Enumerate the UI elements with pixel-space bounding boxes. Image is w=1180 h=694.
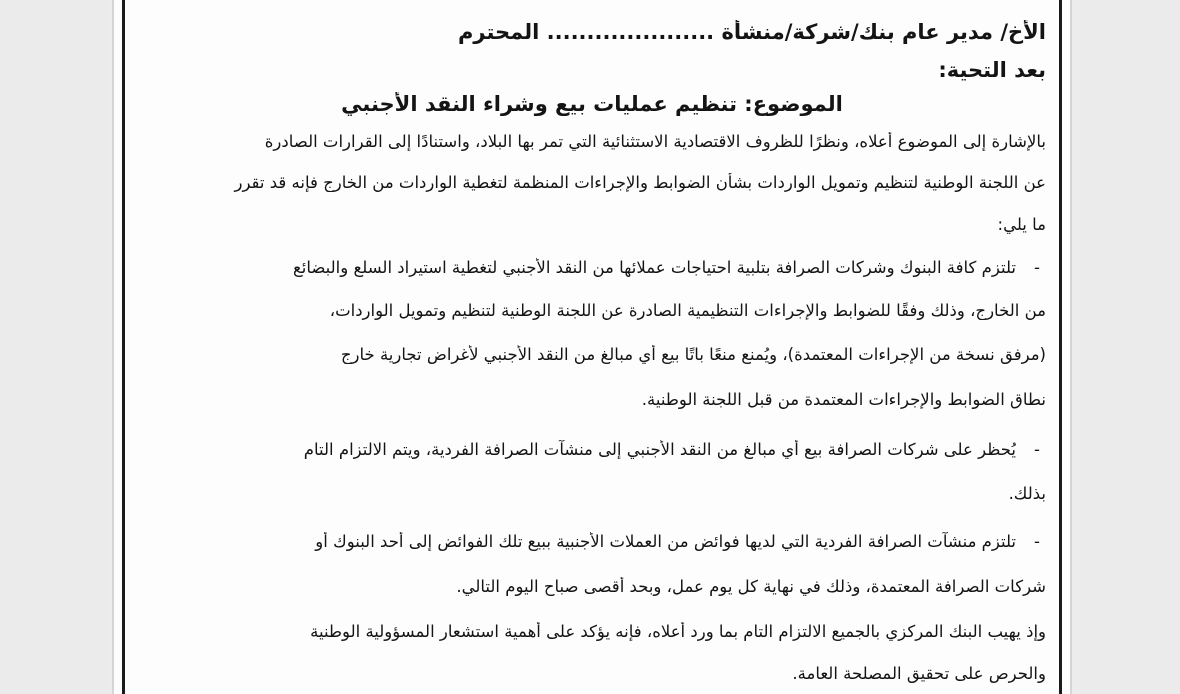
intro-line-3: ما يلي: <box>997 215 1046 234</box>
item-3-line-2: شركات الصرافة المعتمدة، وذلك في نهاية كل يوم عمل، وبحد أقصى صباح اليوم التالي. <box>456 577 1046 596</box>
intro-line-2: عن اللجنة الوطنية لتنظيم وتمويل الواردات بشأن الضوابط والإجراءات المنظمة لتغطية الواردات من الخارج فإنه قد تقرر <box>234 173 1046 192</box>
bullet-marker-2: - <box>1034 440 1040 459</box>
document-page <box>112 0 1072 694</box>
addressee-line: الأخ/ مدير عام بنك/شركة/منشأة ..................... المحترم <box>458 20 1046 44</box>
subject-heading <box>138 92 1046 116</box>
item-2-line-1: يُحظر على شركات الصرافة بيع أي مبالغ من النقد الأجنبي إلى منشآت الصرافة الفردية، ويتم الالتزام التام <box>303 440 1016 459</box>
right-border-rule <box>1059 0 1062 694</box>
greeting-line: بعد التحية: <box>938 58 1046 82</box>
left-border-rule <box>122 0 125 694</box>
item-1-line-4: نطاق الضوابط والإجراءات المعتمدة من قبل اللجنة الوطنية. <box>641 390 1046 409</box>
item-3-line-1: تلتزم منشآت الصرافة الفردية التي لديها فوائض من العملات الأجنبية ببيع تلك الفوائض إلى أحد البنوك أو <box>315 532 1016 551</box>
item-1-line-2: من الخارج، وذلك وفقًا للضوابط والإجراءات التنظيمية الصادرة عن اللجنة الوطنية لتنظيم وتمويل الواردات، <box>329 301 1046 320</box>
subject-text: الموضوع: تنظيم عمليات بيع وشراء النقد الأجنبي <box>341 92 843 116</box>
left-margin <box>0 0 110 694</box>
item-1-line-3: (مرفق نسخة من الإجراءات المعتمدة)، ويُمنع منعًا باتًا بيع أي مبالغ من النقد الأجنبي لأغراض تجارية خارج <box>340 345 1046 364</box>
item-2-line-2: بذلك. <box>1008 484 1046 503</box>
closing-line-1: وإذ يهيب البنك المركزي بالجميع الالتزام التام بما ورد أعلاه، فإنه يؤكد على أهمية استشعار المسؤولية الوطنية <box>310 622 1046 641</box>
intro-line-1: بالإشارة إلى الموضوع أعلاه، ونظرًا للظروف الاقتصادية الاستثنائية التي تمر بها البلاد، واستنادًا إلى القرارات الصادرة <box>264 132 1046 151</box>
bullet-marker-3: - <box>1034 532 1040 551</box>
right-margin <box>1080 0 1180 694</box>
bullet-marker-1: - <box>1034 258 1040 277</box>
closing-line-2: والحرص على تحقيق المصلحة العامة. <box>792 664 1046 683</box>
item-1-line-1: تلتزم كافة البنوك وشركات الصرافة بتلبية احتياجات عملائها من النقد الأجنبي لتغطية استيراد السلع والبضائع <box>292 258 1016 277</box>
